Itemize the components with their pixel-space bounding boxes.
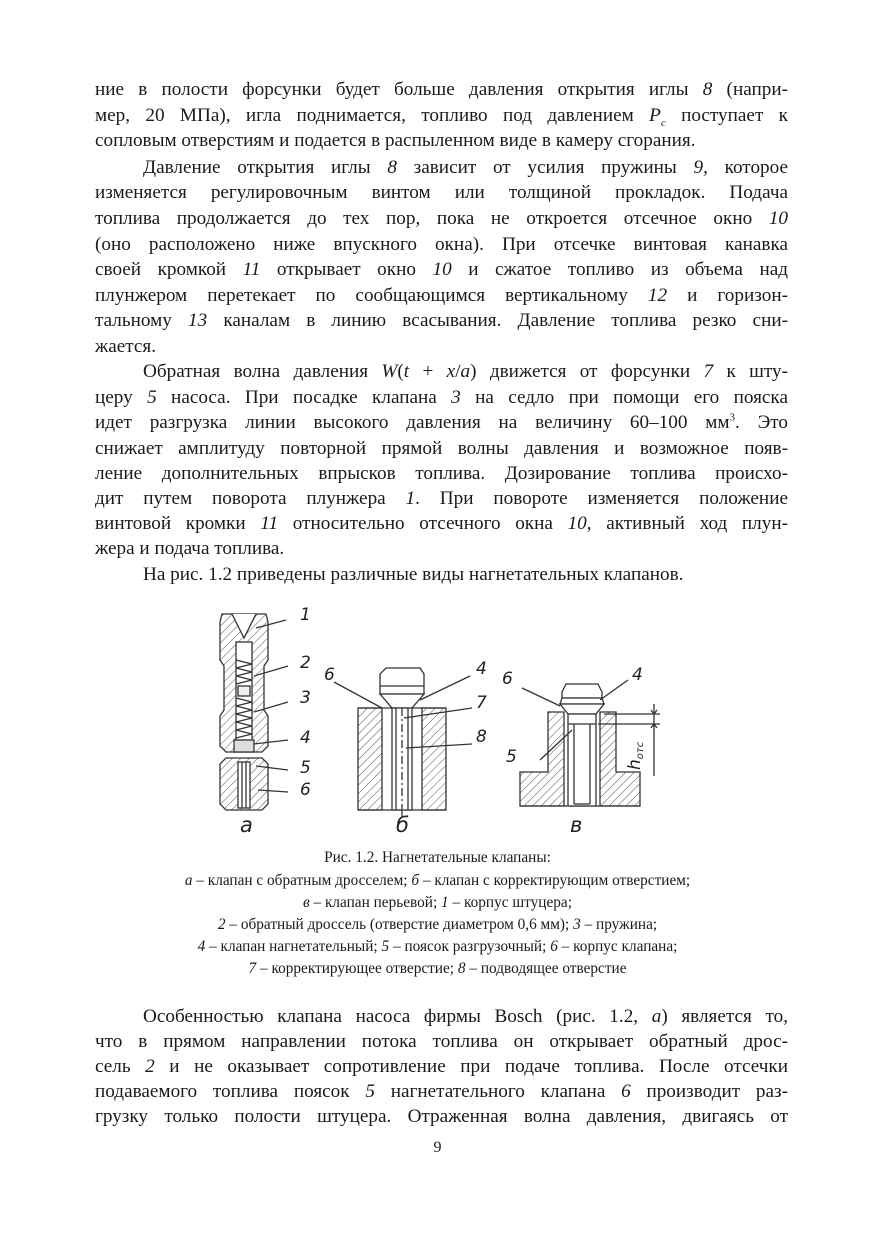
label-b-4: 4 xyxy=(476,659,487,679)
text-line: (оно расположено ниже впускного окна). При отсечке винтовая канавка xyxy=(95,234,788,255)
text-line: Обратная волна давления W(t + x/a) движется от форсунки 7 к шту- xyxy=(143,361,789,382)
label-a-2: 2 xyxy=(300,653,311,673)
label-a-5: 5 xyxy=(300,758,311,778)
label-b-6: 6 xyxy=(324,665,335,685)
label-c-4: 4 xyxy=(632,665,643,685)
caption-line: 7 – корректирующее отверстие; 8 – подводящее отверстие xyxy=(248,960,627,977)
text-line: снижает амплитуду повторной прямой волны давления и возможное появ- xyxy=(95,438,788,459)
text-line: подаваемого топлива поясок 5 нагнетательного клапана 6 производит раз- xyxy=(95,1081,788,1102)
text-line: церу 5 насоса. При посадке клапана 3 на седло при помощи его пояска xyxy=(95,387,788,408)
caption-line: в – клапан перьевой; 1 – корпус штуцера; xyxy=(303,894,572,911)
text-line: сопловым отверстиям и подается в распыленном виде в камеру сгорания. xyxy=(95,130,696,151)
text-line: плунжером перетекает по сообщающимся вертикальному 12 и горизон- xyxy=(95,285,788,306)
label-a-6: 6 xyxy=(300,780,311,800)
text-line: Давление открытия иглы 8 зависит от усилия пружины 9, которое xyxy=(143,157,788,178)
label-h-otc: hотс xyxy=(625,741,646,770)
label-a-3: 3 xyxy=(300,688,311,708)
view-label-b: б xyxy=(396,813,409,837)
text-line: жера и подача топлива. xyxy=(95,538,285,559)
caption-line: 2 – обратный дроссель (отверстие диаметром 0,6 мм); 3 – пружина; xyxy=(217,916,658,933)
text-line: мер, 20 МПа), игла поднимается, топливо под давлением $P_c$ поступает к xyxy=(95,105,788,129)
view-label-c: в xyxy=(570,813,583,837)
caption-line: а – клапан с обратным дросселем; б – клапан с корректирующим отверстием; xyxy=(184,872,691,889)
view-label-a: а xyxy=(240,813,253,837)
label-b-8: 8 xyxy=(476,727,487,747)
valve-figure xyxy=(0,600,875,840)
text-line: винтовой кромки 11 относительно отсечного окна 10, активный ход плун- xyxy=(95,513,788,534)
text-line: дит путем поворота плунжера 1. При повороте изменяется положение xyxy=(95,488,788,509)
label-a-1: 1 xyxy=(300,605,311,625)
text-line: сель 2 и не оказывает сопротивление при подаче топлива. После отсечки xyxy=(95,1056,789,1077)
text-line: тальному 13 каналам в линию всасывания. Давление топлива резко сни- xyxy=(95,310,788,331)
label-c-6: 6 xyxy=(502,669,513,689)
text-line: жается. xyxy=(95,336,157,357)
text-line: грузку только полости штуцера. Отраженная волна давления, двигаясь от xyxy=(95,1106,788,1127)
text-line: ление дополнительных впрысков топлива. Дозирование топлива происхо- xyxy=(95,463,788,484)
text-line: изменяется регулировочным винтом или толщиной прокладок. Подача xyxy=(95,182,788,203)
text-line: На рис. 1.2 приведены различные виды нагнетательных клапанов. xyxy=(143,564,684,585)
label-a-4: 4 xyxy=(300,728,311,748)
text-line: Особенностью клапана насоса фирмы Bosch (рис. 1.2, а) является то, xyxy=(143,1006,788,1027)
text-line: что в прямом направлении потока топлива он открывает обратный дрос- xyxy=(95,1031,788,1052)
caption-line: 4 – клапан нагнетательный; 5 – поясок разгрузочный; 6 – корпус клапана; xyxy=(197,938,678,955)
label-b-7: 7 xyxy=(476,693,487,713)
caption-title: Рис. 1.2. Нагнетательные клапаны: xyxy=(324,849,551,866)
valve-a-drawing xyxy=(220,614,288,810)
text-line: топлива продолжается до тех пор, пока не откроется отсечное окно 10 xyxy=(95,208,788,229)
label-c-5: 5 xyxy=(506,747,517,767)
text-line: своей кромкой 11 открывает окно 10 и сжатое топливо из объема над xyxy=(95,259,788,280)
text-line: идет разгрузка линии высокого давления на величину 60–100 $мм^3$. Это xyxy=(95,411,788,433)
page-number: 9 xyxy=(433,1139,442,1156)
text-line: ние в полости форсунки будет больше давления открытия иглы 8 (напри- xyxy=(95,79,788,100)
valve-b-drawing xyxy=(334,668,472,818)
